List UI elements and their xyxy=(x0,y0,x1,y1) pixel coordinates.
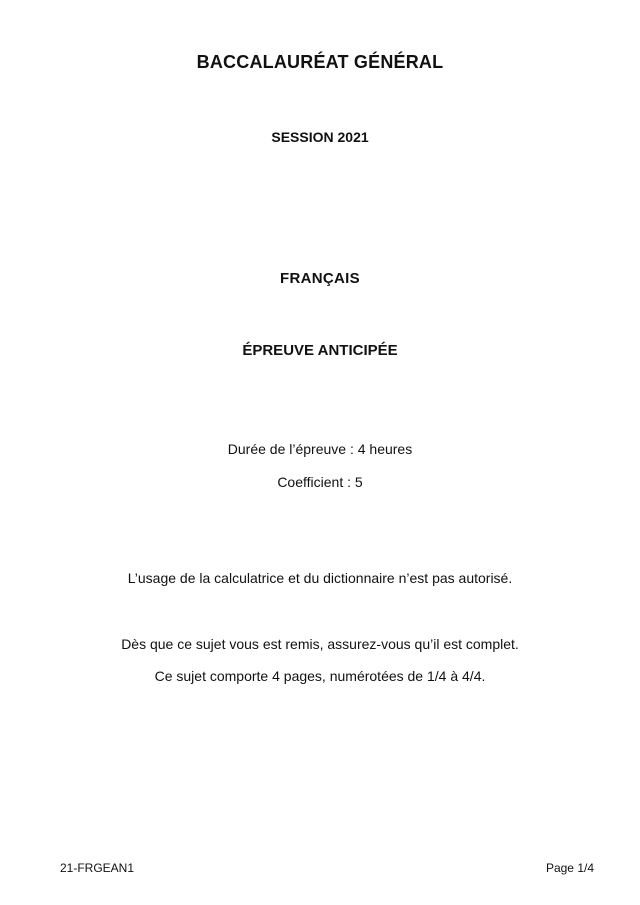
exam-type: ÉPREUVE ANTICIPÉE xyxy=(242,342,398,359)
exam-duration: Durée de l’épreuve : 4 heures xyxy=(227,441,413,457)
completeness-instruction: Dès que ce sujet vous est remis, assurez-vous qu’il est complet. xyxy=(121,636,519,652)
calculator-instruction: L’usage de la calculatrice et du dictionnaire n’est pas autorisé. xyxy=(127,570,513,586)
session-label: SESSION 2021 xyxy=(271,129,369,145)
exam-coefficient: Coefficient : 5 xyxy=(277,474,363,490)
page-number: Page 1/4 xyxy=(545,861,594,875)
footer-code: 21-FRGEAN1 xyxy=(60,861,135,875)
page-count-instruction: Ce sujet comporte 4 pages, numérotées de 1/4 à 4/4. xyxy=(154,668,486,684)
exam-title: BACCALAURÉAT GÉNÉRAL xyxy=(196,52,444,72)
subject-name: FRANÇAIS xyxy=(280,270,360,287)
